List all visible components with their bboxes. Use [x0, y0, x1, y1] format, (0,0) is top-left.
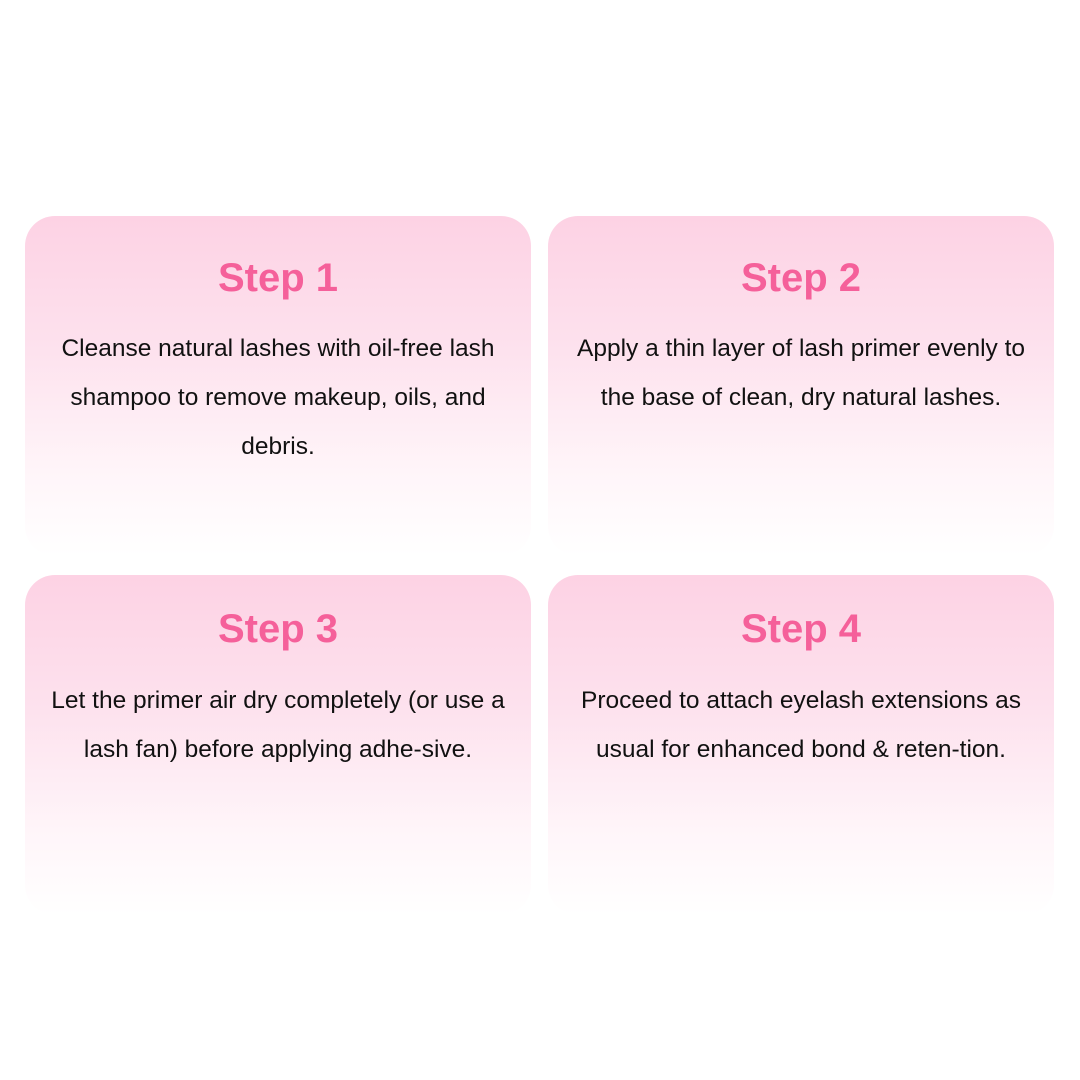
step-card-1 — [25, 216, 531, 556]
step-card-2 — [548, 216, 1054, 556]
step-title: Step 2 — [740, 256, 862, 300]
step-title: Step 4 — [740, 607, 862, 651]
step-description: Cleanse natural lashes with oil-free lash shampoo to remove makeup, oils, and debris. — [61, 335, 495, 460]
step-description: Let the primer air dry completely (or use a lash fan) before applying adhe-sive. — [51, 687, 505, 763]
step-title: Step 1 — [217, 256, 339, 300]
step-description: Proceed to attach eyelash extensions as usual for enhanced bond & reten-tion. — [581, 687, 1021, 763]
step-title: Step 3 — [217, 607, 339, 651]
step-description: Apply a thin layer of lash primer evenly to the base of clean, dry natural lashes. — [576, 335, 1026, 411]
step-card-3 — [25, 575, 531, 915]
step-card-4 — [548, 575, 1054, 915]
